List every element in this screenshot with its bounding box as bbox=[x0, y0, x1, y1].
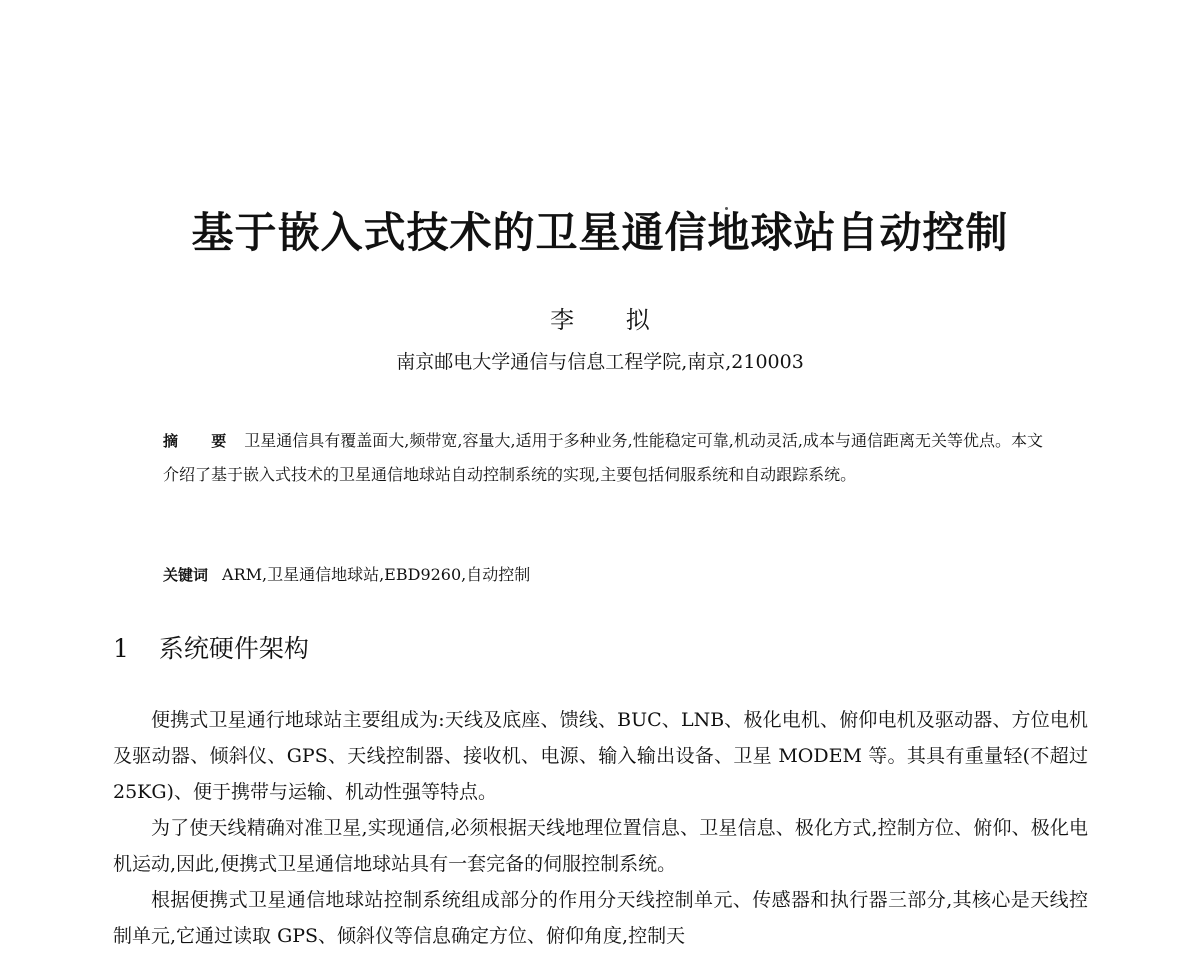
section-title: 系统硬件架构 bbox=[158, 634, 309, 663]
keywords-text: ARM,卫星通信地球站,EBD9260,自动控制 bbox=[222, 565, 531, 584]
section-number: 1 bbox=[113, 634, 129, 663]
author-affiliation: 南京邮电大学通信与信息工程学院,南京,210003 bbox=[396, 351, 804, 373]
section-heading bbox=[113, 630, 309, 668]
abstract-text: 卫星通信具有覆盖面大,频带宽,容量大,适用于多种业务,性能稳定可靠,机动灵活,成本与通信距离无关等优点。本文介绍了基于嵌入式技术的卫星通信地球站自动控制系统的实现,主要包括伺服系统和自动跟踪系统。 bbox=[163, 431, 1043, 484]
keywords-label: 关键词 bbox=[163, 566, 209, 584]
paper-title: 基于嵌入式技术的卫星通信地球站自动控制 bbox=[191, 208, 1009, 257]
paragraph: 根据便携式卫星通信地球站控制系统组成部分的作用分天线控制单元、传感器和执行器三部分,其核心是天线控制单元,它通过读取 GPS、倾斜仪等信息确定方位、俯仰角度,控制天 bbox=[113, 889, 1088, 947]
paragraph: 便携式卫星通行地球站主要组成为:天线及底座、馈线、BUC、LNB、极化电机、俯仰电机及驱动器、方位电机及驱动器、倾斜仪、GPS、天线控制器、接收机、电源、输入输出设备、卫星 MODEM 等。其具有重量轻(不超过 25KG)、便于携带与运输、机动性强等特点。 bbox=[113, 709, 1088, 803]
abstract bbox=[163, 424, 1043, 491]
author-name: 李 拟 bbox=[550, 306, 672, 334]
body-text bbox=[113, 702, 1088, 954]
keywords bbox=[163, 561, 1043, 589]
abstract-label: 摘 要 bbox=[163, 432, 241, 450]
paragraph: 为了使天线精确对准卫星,实现通信,必须根据天线地理位置信息、卫星信息、极化方式,控制方位、俯仰、极化电机运动,因此,便携式卫星通信地球站具有一套完备的伺服控制系统。 bbox=[113, 817, 1088, 875]
